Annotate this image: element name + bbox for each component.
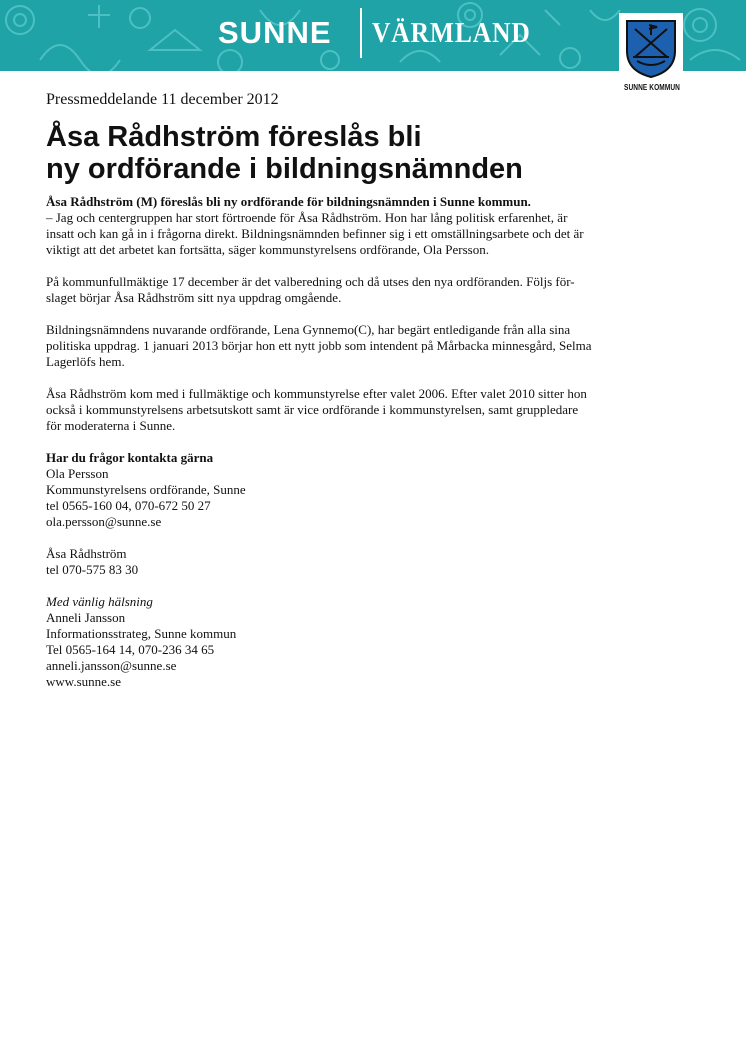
signoff-block xyxy=(46,594,646,690)
paragraph-background xyxy=(46,386,646,434)
brand-sunne: SUNNE xyxy=(218,15,332,50)
paragraph-lead-quote xyxy=(46,194,646,258)
press-release-body xyxy=(46,194,646,690)
crest-icon xyxy=(619,13,683,81)
quote-line: insatt och kan gå in i frågorna direkt. Bildningsnämnden befinner sig i ett omställningsarbete och det är xyxy=(46,226,584,241)
contact2-name: Åsa Rådhström xyxy=(46,546,127,561)
background-line: Åsa Rådhström kom med i fullmäktige och kommunstyrelse efter valet 2006. Efter valet 2010 sitter hon xyxy=(46,386,587,401)
resignation-line: politiska uppdrag. 1 januari 2013 börjar hon ett nytt jobb som intendent på Mårbacka minnesgård, Selma xyxy=(46,338,592,353)
signoff-website: www.sunne.se xyxy=(46,674,121,689)
headline-line: ny ordförande i bildningsnämnden xyxy=(46,153,523,185)
quote-line: viktigt att det arbetet kan fortsätta, säger kommunstyrelsens ordförande, Ola Persson. xyxy=(46,242,489,257)
signoff-title: Informationsstrateg, Sunne kommun xyxy=(46,626,237,641)
municipality-crest xyxy=(619,13,683,81)
resignation-line: Bildningsnämndens nuvarande ordförande, Lena Gynnemo(C), har begärt entledigande från alla sina xyxy=(46,322,571,337)
quote-line: – Jag och centergruppen har stort förtroende för Åsa Rådhström. Hon har lång politisk erfarenhet, är xyxy=(46,210,568,225)
signoff-email: anneli.jansson@sunne.se xyxy=(46,658,177,673)
signoff-phone: Tel 0565-164 14, 070-236 34 65 xyxy=(46,642,215,657)
contact1-title: Kommunstyrelsens ordförande, Sunne xyxy=(46,482,246,497)
contact-heading: Har du frågor kontakta gärna xyxy=(46,450,214,465)
headline xyxy=(46,121,523,185)
contact2-phone: tel 070-575 83 30 xyxy=(46,562,139,577)
brand-varmland: VÄRMLAND xyxy=(372,16,531,49)
background-line: också i kommunstyrelsens arbetsutskott samt är vice ordförande i kommunstyrelsen, samt gruppledare xyxy=(46,402,579,417)
signoff-name: Anneli Jansson xyxy=(46,610,126,625)
resignation-line: Lagerlöfs hem. xyxy=(46,354,125,369)
lead-text: Åsa Rådhström (M) föreslås bli ny ordförande för bildningsnämnden i Sunne kommun. xyxy=(46,194,531,209)
background-line: för moderaterna i Sunne. xyxy=(46,418,176,433)
contact1-email: ola.persson@sunne.se xyxy=(46,514,162,529)
contact-block xyxy=(46,450,646,530)
signoff-greeting: Med vänlig hälsning xyxy=(46,594,153,609)
contact1-phone: tel 0565-160 04, 070-672 50 27 xyxy=(46,498,211,513)
brand-divider xyxy=(360,8,362,58)
headline-line: Åsa Rådhström föreslås bli xyxy=(46,121,422,153)
contact1-name: Ola Persson xyxy=(46,466,109,481)
council-line: slaget börjar Åsa Rådhström sitt nya uppdrag omgående. xyxy=(46,290,342,305)
council-line: På kommunfullmäktige 17 december är det valberedning och då utses den nya ordföranden. Följs för- xyxy=(46,274,575,289)
contact2-block xyxy=(46,546,646,578)
paragraph-resignation xyxy=(46,322,646,370)
municipality-caption: SUNNE KOMMUN xyxy=(623,83,681,92)
dateline: Pressmeddelande 11 december 2012 xyxy=(46,91,279,108)
paragraph-council xyxy=(46,274,646,306)
